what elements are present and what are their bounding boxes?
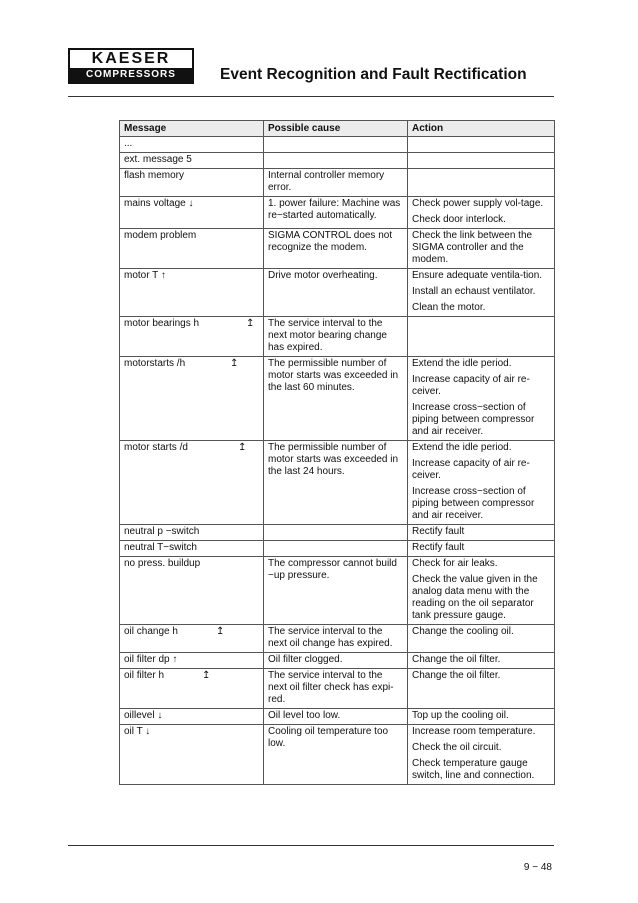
action-text: Change the cooling oil. — [412, 626, 514, 637]
action-text: Check door interlock. — [412, 214, 506, 225]
action-cell — [408, 541, 555, 557]
action-cell — [408, 357, 555, 441]
action-cell — [408, 557, 555, 625]
cause-text: The permissible number of motor starts was exceeded in the last 60 minutes. — [268, 358, 399, 393]
message-text: ... — [124, 138, 133, 149]
page-title: Event Recognition and Fault Rectification — [220, 66, 527, 83]
table-row — [120, 137, 555, 153]
message-cell — [120, 441, 264, 525]
message-text: mains voltage ↓ — [124, 198, 194, 209]
cause-cell — [264, 541, 408, 557]
message-text: flash memory — [124, 170, 185, 181]
action-cell — [408, 725, 555, 785]
service-interval-icon: ↥ — [216, 626, 225, 637]
cause-cell — [264, 357, 408, 441]
message-text: motor starts /d — [124, 442, 188, 453]
cause-cell — [264, 153, 408, 169]
message-cell — [120, 269, 264, 317]
cause-cell — [264, 525, 408, 541]
cause-cell — [264, 317, 408, 357]
action-text: Clean the motor. — [412, 302, 486, 313]
action-cell — [408, 525, 555, 541]
action-text: Check for air leaks. — [412, 558, 498, 569]
table-row — [120, 625, 555, 653]
cause-cell — [264, 137, 408, 153]
cause-text: Oil filter clogged. — [268, 654, 343, 665]
action-text: Change the oil filter. — [412, 670, 501, 681]
column-header-action: Action — [408, 121, 555, 137]
message-cell — [120, 169, 264, 197]
service-interval-icon: ↥ — [230, 358, 239, 369]
action-cell — [408, 441, 555, 525]
action-text: Change the oil filter. — [412, 654, 501, 665]
cause-cell — [264, 441, 408, 525]
table-row — [120, 269, 555, 317]
service-interval-icon: ↥ — [246, 318, 255, 329]
cause-text: The service interval to the next motor bearing change has expired. — [268, 318, 387, 353]
message-text: neutral p −switch — [124, 526, 200, 537]
cause-cell — [264, 269, 408, 317]
cause-text: Cooling oil temperature too low. — [268, 726, 389, 749]
cause-cell — [264, 653, 408, 669]
message-text: ext. message 5 — [124, 154, 192, 165]
logo-wordmark: KAESER — [70, 50, 192, 68]
table-row — [120, 197, 555, 229]
message-cell — [120, 625, 264, 653]
action-text: Check power supply vol-tage. — [412, 198, 544, 209]
cause-cell — [264, 725, 408, 785]
action-cell — [408, 153, 555, 169]
action-text: Increase cross−section of piping between compressor and air receiver. — [412, 402, 535, 437]
action-cell — [408, 317, 555, 357]
cause-text: The permissible number of motor starts was exceeded in the last 24 hours. — [268, 442, 399, 477]
action-text: Extend the idle period. — [412, 442, 512, 453]
table-row — [120, 441, 555, 525]
column-header-message: Message — [120, 121, 264, 137]
message-text: oil T ↓ — [124, 726, 151, 737]
logo-subtitle: COMPRESSORS — [70, 68, 192, 82]
action-text: Check temperature gauge switch, line and connection. — [412, 758, 535, 781]
action-text: Increase room temperature. — [412, 726, 536, 737]
event-table — [119, 120, 555, 785]
action-text: Rectify fault — [412, 526, 465, 537]
message-cell — [120, 317, 264, 357]
header-divider — [68, 96, 554, 97]
action-text: Increase capacity of air re-ceiver. — [412, 458, 530, 481]
cause-text: Drive motor overheating. — [268, 270, 378, 281]
cause-cell — [264, 557, 408, 625]
message-cell — [120, 709, 264, 725]
footer-divider — [68, 845, 554, 846]
cause-cell — [264, 625, 408, 653]
cause-cell — [264, 229, 408, 269]
action-cell — [408, 709, 555, 725]
cause-text: Oil level too low. — [268, 710, 341, 721]
table-row — [120, 709, 555, 725]
action-cell — [408, 669, 555, 709]
kaeser-logo — [68, 48, 194, 84]
message-cell — [120, 725, 264, 785]
table-body — [120, 137, 555, 785]
action-text: Check the link between the SIGMA controller and the modem. — [412, 230, 533, 265]
table-row — [120, 229, 555, 269]
message-cell — [120, 153, 264, 169]
table-row — [120, 557, 555, 625]
message-cell — [120, 541, 264, 557]
service-interval-icon: ↥ — [202, 670, 211, 681]
message-cell — [120, 357, 264, 441]
cause-text: 1. power failure: Machine was re−started automatically. — [268, 198, 401, 221]
action-cell — [408, 625, 555, 653]
cause-text: The service interval to the next oil filter check has expi-red. — [268, 670, 394, 705]
cause-cell — [264, 709, 408, 725]
table-header-row — [120, 121, 555, 137]
table-row — [120, 317, 555, 357]
message-cell — [120, 557, 264, 625]
table-row — [120, 725, 555, 785]
message-text: motorstarts /h — [124, 358, 186, 369]
table-row — [120, 153, 555, 169]
message-cell — [120, 669, 264, 709]
table-row — [120, 525, 555, 541]
message-cell — [120, 229, 264, 269]
message-text: motor T ↑ — [124, 270, 166, 281]
cause-text: The service interval to the next oil change has expired. — [268, 626, 393, 649]
table-row — [120, 541, 555, 557]
action-cell — [408, 653, 555, 669]
message-cell — [120, 525, 264, 541]
message-text: oillevel ↓ — [124, 710, 163, 721]
action-text: Ensure adequate ventila-tion. — [412, 270, 543, 281]
message-text: modem problem — [124, 230, 197, 241]
action-text: Increase capacity of air re-ceiver. — [412, 374, 530, 397]
action-text: Increase cross−section of piping between compressor and air receiver. — [412, 486, 535, 521]
action-text: Rectify fault — [412, 542, 465, 553]
message-text: neutral T−switch — [124, 542, 197, 553]
message-text: oil filter h — [124, 670, 165, 681]
message-text: motor bearings h — [124, 318, 200, 329]
cause-text: SIGMA CONTROL does not recognize the modem. — [268, 230, 393, 253]
table-row — [120, 169, 555, 197]
cause-cell — [264, 169, 408, 197]
message-text: oil filter dp ↑ — [124, 654, 178, 665]
message-text: oil change h — [124, 626, 178, 637]
message-text: no press. buildup — [124, 558, 201, 569]
action-cell — [408, 229, 555, 269]
action-cell — [408, 169, 555, 197]
cause-cell — [264, 669, 408, 709]
table-row — [120, 357, 555, 441]
cause-cell — [264, 197, 408, 229]
action-text: Extend the idle period. — [412, 358, 512, 369]
service-interval-icon: ↥ — [238, 442, 247, 453]
column-header-cause: Possible cause — [264, 121, 408, 137]
cause-text: The compressor cannot build −up pressure. — [268, 558, 397, 581]
action-cell — [408, 269, 555, 317]
table-row — [120, 653, 555, 669]
action-text: Install an echaust ventilator. — [412, 286, 536, 297]
message-cell — [120, 197, 264, 229]
action-text: Check the value given in the analog data menu with the reading on the oil separator tank pressure gauge. — [412, 574, 538, 621]
page-number: 9 − 48 — [523, 862, 552, 873]
cause-text: Internal controller memory error. — [268, 170, 385, 193]
action-text: Check the oil circuit. — [412, 742, 502, 753]
message-cell — [120, 137, 264, 153]
table-row — [120, 669, 555, 709]
action-cell — [408, 137, 555, 153]
message-cell — [120, 653, 264, 669]
action-cell — [408, 197, 555, 229]
action-text: Top up the cooling oil. — [412, 710, 509, 721]
